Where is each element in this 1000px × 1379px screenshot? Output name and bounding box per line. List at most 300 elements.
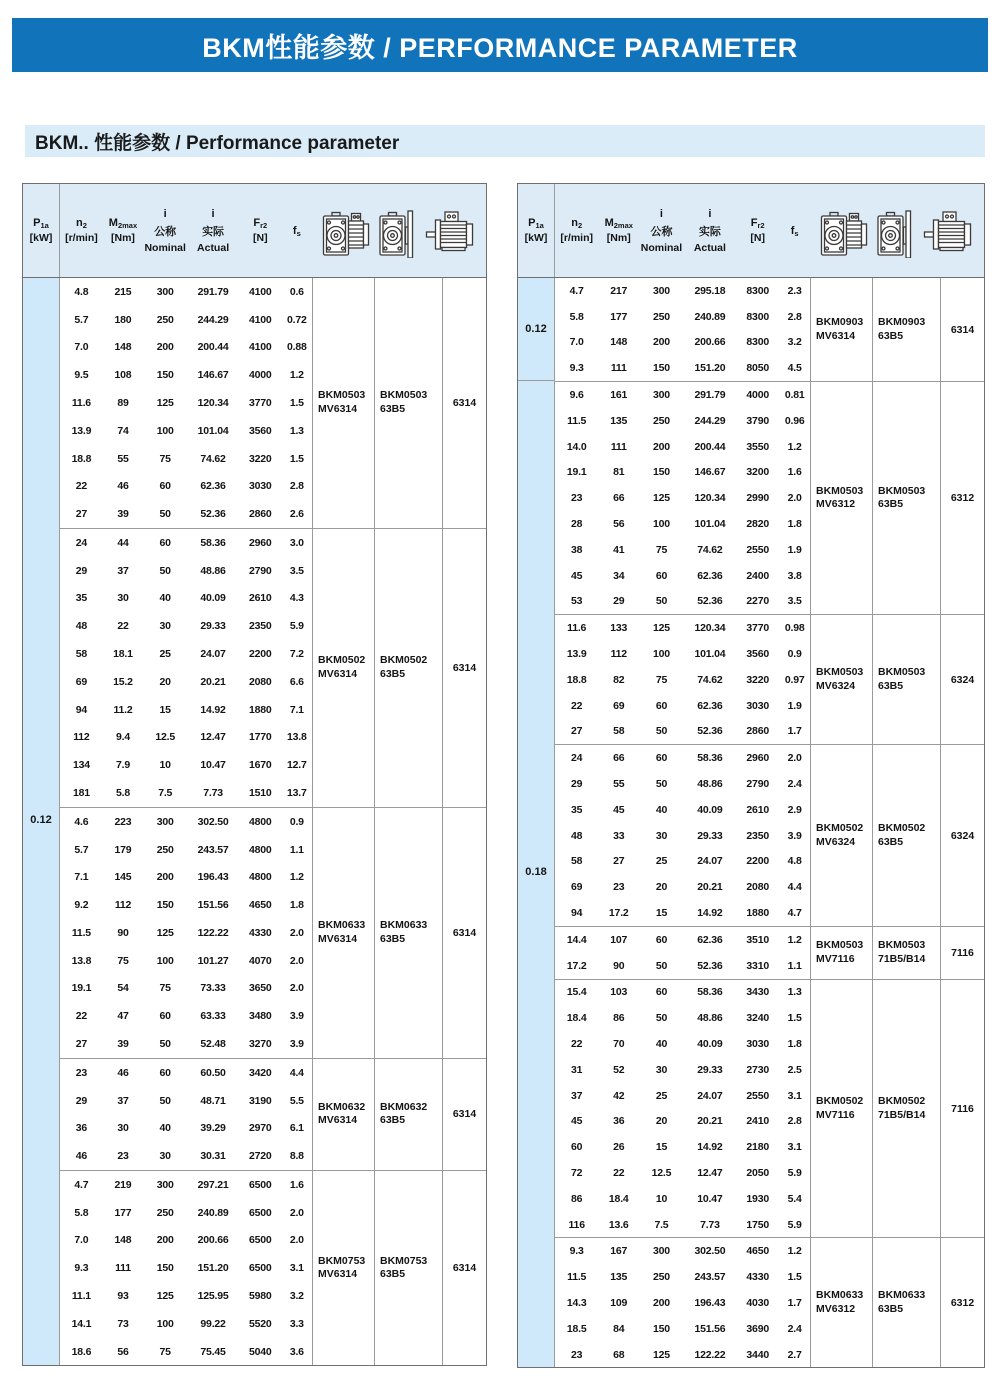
page-title: BKM性能参数 / PERFORMANCE PARAMETER <box>202 32 798 63</box>
ratio-symbol: i <box>211 207 215 220</box>
value-cell: 1880 <box>746 907 769 920</box>
value-cell: 62.36 <box>697 933 723 946</box>
table-row <box>555 1083 810 1109</box>
table-row <box>60 1199 312 1227</box>
value-cell: 1.5 <box>787 1271 802 1284</box>
table-row <box>555 980 810 1006</box>
value-cell: 18.8 <box>71 452 92 465</box>
value-cell: 30 <box>159 620 171 633</box>
parameter-group <box>555 278 984 381</box>
table-row <box>555 1186 810 1212</box>
value-cell: 300 <box>652 1245 670 1258</box>
model-b5-cell <box>872 278 940 381</box>
value-cell: 2820 <box>746 518 769 531</box>
motor-side-icon <box>923 208 975 254</box>
value-cell: 45 <box>571 569 583 582</box>
value-cell: 72 <box>571 1166 583 1179</box>
value-cell: 11.1 <box>71 1290 91 1303</box>
value-cell: 35 <box>75 592 88 605</box>
table-row <box>555 1005 810 1031</box>
model-b5-cell <box>872 980 940 1238</box>
value-cell: 99.22 <box>200 1317 226 1330</box>
parameter-group <box>60 1170 486 1365</box>
value-cell: 94 <box>571 907 583 920</box>
value-cell: 8300 <box>746 336 769 349</box>
value-cell: 13.8 <box>71 954 92 967</box>
value-cell: 60 <box>655 569 668 582</box>
table-row <box>60 445 312 473</box>
value-cell: 148 <box>114 341 132 354</box>
value-cell: 42 <box>613 1089 625 1102</box>
table-row <box>555 355 810 381</box>
value-cell: 50 <box>159 1094 171 1107</box>
value-cell: 50 <box>159 1037 171 1050</box>
value-cell: 13.7 <box>287 786 307 799</box>
value-cell: 2.0 <box>289 954 304 967</box>
value-cell: 2610 <box>249 592 272 605</box>
value-cell: 2200 <box>249 648 272 661</box>
col-unit: Nominal <box>640 241 683 254</box>
value-cell: 111 <box>610 362 627 375</box>
table-row <box>555 719 810 745</box>
table-row <box>555 874 810 900</box>
model-icons <box>810 184 984 277</box>
col-unit: Actual <box>693 241 726 254</box>
value-cell: 68 <box>613 1348 625 1361</box>
value-cell: 11.2 <box>113 703 133 716</box>
value-cell: 4800 <box>249 871 272 884</box>
value-cell: 6.6 <box>289 675 304 688</box>
model-line: BKM0633 <box>816 1289 864 1302</box>
power-rating-cell: 0.12 <box>30 814 52 826</box>
value-cell: 29.33 <box>200 620 226 633</box>
model-line: BKM0502 <box>318 654 366 667</box>
bearing-code-cell: 6314 <box>442 529 486 807</box>
value-cell: 4100 <box>249 285 272 298</box>
value-cell: 134 <box>72 759 90 772</box>
value-cell: 8300 <box>746 310 769 323</box>
value-cell: 3220 <box>746 673 769 686</box>
value-cell: 52 <box>613 1063 625 1076</box>
model-line: 63B5 <box>878 329 904 342</box>
value-cell: 101.04 <box>197 424 229 437</box>
value-cell: 3650 <box>249 982 272 995</box>
value-cell: 1510 <box>249 786 272 799</box>
col-unit: [r/min] <box>560 232 593 244</box>
value-cell: 75 <box>655 673 668 686</box>
section-subtitle: BKM.. 性能参数 / Performance parameter <box>35 132 400 154</box>
model-line: MV6324 <box>816 679 856 692</box>
value-cell: 39 <box>117 508 129 521</box>
value-cell: 200.66 <box>197 1234 229 1247</box>
value-cell: 94 <box>75 703 88 716</box>
value-cell: 2.4 <box>787 1322 802 1335</box>
value-cell: 151.56 <box>197 899 229 912</box>
value-cell: 47 <box>117 1010 129 1023</box>
value-cell: 12.47 <box>697 1166 723 1179</box>
value-cell: 11.5 <box>71 926 91 939</box>
value-cell: 161 <box>610 389 628 402</box>
power-rating-cell: 0.12 <box>518 278 554 381</box>
value-cell: 66 <box>613 752 625 765</box>
value-cell: 74.62 <box>697 543 723 556</box>
value-cell: 4.7 <box>569 284 584 297</box>
value-cell: 1.5 <box>289 452 304 465</box>
value-cell: 4330 <box>249 926 272 939</box>
value-cell: 295.18 <box>694 284 726 297</box>
value-cell: 37 <box>117 564 129 577</box>
value-cell: 50 <box>159 564 171 577</box>
value-cell: 1770 <box>249 731 272 744</box>
table-row <box>60 1338 312 1366</box>
value-cell: 300 <box>156 285 174 298</box>
model-line: BKM0503 <box>878 939 926 952</box>
value-cell: 180 <box>114 313 132 326</box>
value-cell: 4.8 <box>787 855 802 868</box>
value-cell: 30.31 <box>200 1150 226 1163</box>
value-cell: 40 <box>159 1122 171 1135</box>
value-cell: 33 <box>613 829 625 842</box>
model-line: BKM0503 <box>878 484 926 497</box>
parameter-group <box>555 979 984 1238</box>
value-cell: 52.48 <box>200 1037 226 1050</box>
value-cell: 1.3 <box>787 986 802 999</box>
table-row <box>555 485 810 511</box>
value-cell: 1.2 <box>787 933 802 946</box>
model-line: BKM0502 <box>816 1094 864 1107</box>
value-cell: 100 <box>156 424 174 437</box>
model-line: MV6314 <box>318 1268 358 1281</box>
bearing-code-cell: 7116 <box>940 927 984 979</box>
value-cell: 0.72 <box>287 313 307 326</box>
value-cell: 17.2 <box>608 907 629 920</box>
parameter-group <box>555 1237 984 1367</box>
table-row <box>555 511 810 537</box>
value-cell: 84 <box>613 1322 625 1335</box>
value-cell: 4.6 <box>74 815 89 828</box>
value-cell: 196.43 <box>694 1296 726 1309</box>
table-row <box>60 696 312 724</box>
value-cell: 19.1 <box>71 982 92 995</box>
value-cell: 30 <box>117 592 129 605</box>
value-cell: 23 <box>571 492 583 505</box>
table-row <box>555 408 810 434</box>
table-row <box>555 953 810 979</box>
value-cell: 1.7 <box>787 725 802 738</box>
value-cell: 5.4 <box>787 1192 802 1205</box>
model-line: BKM0632 <box>380 1100 428 1113</box>
value-cell: 2350 <box>249 620 272 633</box>
value-cell: 58 <box>571 855 583 868</box>
value-cell: 200 <box>156 341 174 354</box>
value-cell: 86 <box>571 1192 583 1205</box>
table-row <box>60 557 312 585</box>
value-cell: 5980 <box>249 1290 272 1303</box>
bearing-code-cell: 6312 <box>940 1238 984 1367</box>
bearing-code-cell: 6314 <box>442 1171 486 1365</box>
value-cell: 48.86 <box>697 778 723 791</box>
model-line: BKM0503 <box>878 666 926 679</box>
col-header-p: P1a [kW] <box>29 217 53 244</box>
model-line: BKM0903 <box>816 315 864 328</box>
value-cell: 29 <box>571 778 583 791</box>
value-cell: 6500 <box>249 1234 272 1247</box>
value-cell: 3510 <box>746 933 769 946</box>
value-cell: 1670 <box>249 759 272 772</box>
value-cell: 17.2 <box>566 959 587 972</box>
value-cell: 0.81 <box>784 389 805 402</box>
table-row <box>555 304 810 330</box>
table-row <box>60 724 312 752</box>
table-row <box>555 330 810 356</box>
col-unit: Actual <box>197 241 230 254</box>
value-cell: 146.67 <box>197 369 229 382</box>
model-line: BKM0503 <box>816 666 864 679</box>
value-cell: 150 <box>652 362 670 375</box>
value-cell: 4650 <box>746 1245 769 1258</box>
value-cell: 5520 <box>249 1317 272 1330</box>
value-cell: 4070 <box>249 954 272 967</box>
value-cell: 302.50 <box>197 815 229 828</box>
value-cell: 2.8 <box>787 1115 802 1128</box>
value-cell: 3770 <box>249 397 272 410</box>
value-cell: 7.0 <box>74 341 89 354</box>
value-cell: 2960 <box>746 752 769 765</box>
value-cell: 250 <box>652 310 670 323</box>
section-subtitle-bar <box>25 125 985 157</box>
value-cell: 10 <box>655 1192 668 1205</box>
value-cell: 27 <box>571 725 583 738</box>
table-row <box>555 641 810 667</box>
table-row <box>60 1114 312 1142</box>
value-cell: 52.36 <box>697 959 723 972</box>
model-line: MV6312 <box>816 1302 856 1315</box>
ratio-symbol: i <box>659 207 663 220</box>
value-cell: 4800 <box>249 815 272 828</box>
value-cell: 3030 <box>249 480 272 493</box>
value-cell: 11.6 <box>567 622 587 635</box>
model-line: 63B5 <box>878 679 904 692</box>
value-cell: 12.47 <box>200 731 226 744</box>
model-b5-cell <box>872 615 940 744</box>
value-cell: 40.09 <box>697 1038 723 1050</box>
value-cell: 223 <box>114 815 132 828</box>
table-row <box>555 382 810 408</box>
value-cell: 22 <box>613 1166 625 1179</box>
parameter-group <box>555 381 984 614</box>
table-row <box>60 361 312 389</box>
col-header-i-nominal: i 公称 Nominal <box>640 207 683 254</box>
parameter-group <box>555 744 984 926</box>
model-line: BKM0633 <box>878 1289 926 1302</box>
value-cell: 90 <box>613 959 625 972</box>
value-cell: 82 <box>613 673 625 686</box>
bearing-code-cell: 6314 <box>442 278 486 528</box>
model-line: BKM0503 <box>816 484 864 497</box>
value-cell: 120.34 <box>197 397 229 410</box>
value-cell: 6.1 <box>289 1122 304 1135</box>
value-cell: 1.8 <box>787 1038 802 1050</box>
table-row <box>555 1160 810 1186</box>
value-cell: 1930 <box>746 1192 769 1205</box>
table-row <box>555 1134 810 1160</box>
table-row <box>60 975 312 1003</box>
value-cell: 3430 <box>746 986 769 999</box>
table-row <box>60 1002 312 1030</box>
value-cell: 2080 <box>249 675 272 688</box>
value-cell: 5.8 <box>115 786 130 799</box>
value-cell: 125 <box>652 1348 670 1361</box>
col-header-fs: fs <box>292 224 301 238</box>
value-cell: 74.62 <box>697 673 723 686</box>
value-cell: 3.1 <box>289 1262 304 1275</box>
value-cell: 18.4 <box>566 1012 587 1025</box>
table-row <box>555 434 810 460</box>
table-row <box>555 667 810 693</box>
value-cell: 6500 <box>249 1206 272 1219</box>
value-cell: 2550 <box>746 1089 769 1102</box>
value-cell: 7.1 <box>74 871 89 884</box>
model-line: BKM0502 <box>380 654 428 667</box>
value-cell: 40 <box>159 592 171 605</box>
value-cell: 4.7 <box>74 1178 89 1191</box>
value-cell: 4800 <box>249 843 272 856</box>
table-row <box>60 751 312 779</box>
value-cell: 3790 <box>746 414 769 427</box>
value-cell: 9.5 <box>74 369 89 382</box>
value-cell: 177 <box>610 310 628 323</box>
value-cell: 60 <box>655 699 668 712</box>
value-cell: 3.3 <box>289 1317 304 1330</box>
value-cell: 2270 <box>746 595 769 608</box>
value-cell: 24 <box>75 536 88 549</box>
value-cell: 1.2 <box>787 1245 802 1258</box>
value-cell: 40 <box>655 1038 668 1050</box>
model-line: 71B5/B14 <box>878 1108 926 1121</box>
table-row <box>60 1227 312 1255</box>
table-row <box>555 745 810 771</box>
value-cell: 151.56 <box>694 1322 726 1335</box>
gearbox-flange-b5-icon <box>377 204 417 258</box>
table-row <box>60 1030 312 1058</box>
table-row <box>60 1171 312 1199</box>
value-cell: 7.9 <box>115 759 130 772</box>
value-cell: 4030 <box>746 1296 769 1309</box>
table-row <box>555 1057 810 1083</box>
value-cell: 74 <box>117 424 129 437</box>
value-cell: 29 <box>75 564 88 577</box>
table-row <box>60 779 312 807</box>
value-cell: 3560 <box>746 648 769 661</box>
model-b5-cell <box>374 1171 442 1365</box>
value-cell: 244.29 <box>694 414 726 427</box>
value-cell: 291.79 <box>197 285 229 298</box>
value-cell: 52.36 <box>697 595 723 608</box>
value-cell: 111 <box>115 1262 131 1275</box>
table-row <box>60 1282 312 1310</box>
value-cell: 4100 <box>249 313 272 326</box>
value-cell: 75.45 <box>200 1345 226 1358</box>
model-b5-cell <box>872 1238 940 1367</box>
value-cell: 250 <box>156 313 174 326</box>
col-header-p: P1a [kW] <box>524 217 548 244</box>
value-cell: 23 <box>117 1150 129 1163</box>
value-cell: 297.21 <box>197 1178 229 1191</box>
value-cell: 54 <box>117 982 129 995</box>
value-cell: 1880 <box>249 703 272 716</box>
table-row <box>60 863 312 891</box>
value-cell: 1.8 <box>787 518 802 531</box>
value-cell: 46 <box>75 1150 88 1163</box>
value-cell: 2180 <box>746 1141 769 1154</box>
value-cell: 1.6 <box>289 1178 304 1191</box>
model-line: 63B5 <box>380 932 406 945</box>
value-cell: 4.7 <box>787 907 802 920</box>
value-cell: 60 <box>655 986 668 999</box>
value-cell: 0.97 <box>784 673 805 686</box>
value-cell: 50 <box>655 725 668 738</box>
value-cell: 1.5 <box>787 1012 802 1025</box>
table-row <box>555 1109 810 1135</box>
value-cell: 4100 <box>249 341 272 354</box>
ratio-symbol: i <box>163 207 167 220</box>
value-cell: 15.4 <box>566 986 587 999</box>
value-cell: 29 <box>613 595 625 608</box>
model-line: BKM0753 <box>380 1254 428 1267</box>
value-cell: 69 <box>571 881 583 894</box>
power-rating-cell: 0.18 <box>525 865 547 878</box>
value-cell: 1.2 <box>289 871 304 884</box>
value-cell: 1.2 <box>289 369 304 382</box>
col-header-fs: fs <box>790 224 799 238</box>
model-b5-cell <box>872 745 940 926</box>
value-cell: 133 <box>610 622 628 635</box>
value-cell: 38 <box>571 543 583 556</box>
value-cell: 3.5 <box>289 564 304 577</box>
value-cell: 24 <box>571 752 583 765</box>
value-cell: 250 <box>652 414 670 427</box>
value-cell: 5.7 <box>74 313 89 326</box>
value-cell: 50 <box>655 778 668 791</box>
value-cell: 146.67 <box>694 466 726 479</box>
value-cell: 4.5 <box>787 362 802 375</box>
value-cell: 2.0 <box>289 982 304 995</box>
value-cell: 45 <box>613 803 625 816</box>
value-cell: 22 <box>75 1010 88 1023</box>
value-cell: 13.9 <box>566 648 587 661</box>
value-cell: 112 <box>610 648 627 661</box>
col-header-fr2: Fr2 [N] <box>253 217 268 244</box>
model-line: BKM0503 <box>318 389 366 402</box>
value-cell: 3270 <box>249 1037 272 1050</box>
col-unit: [r/min] <box>65 232 98 244</box>
value-cell: 5.9 <box>787 1218 802 1231</box>
col-header-i-actual: i 实际 Actual <box>197 207 230 254</box>
table-row <box>60 808 312 836</box>
value-cell: 22 <box>117 620 129 633</box>
value-cell: 60 <box>655 933 668 946</box>
table-row <box>555 823 810 849</box>
value-cell: 39 <box>117 1037 129 1050</box>
value-cell: 56 <box>117 1345 129 1358</box>
value-cell: 14.92 <box>697 907 723 920</box>
model-line: 63B5 <box>380 1114 406 1127</box>
model-line: BKM0633 <box>380 919 428 932</box>
value-cell: 40 <box>655 803 668 816</box>
value-cell: 50 <box>655 1012 668 1025</box>
value-cell: 40.09 <box>200 592 226 605</box>
value-cell: 5.5 <box>289 1094 304 1107</box>
